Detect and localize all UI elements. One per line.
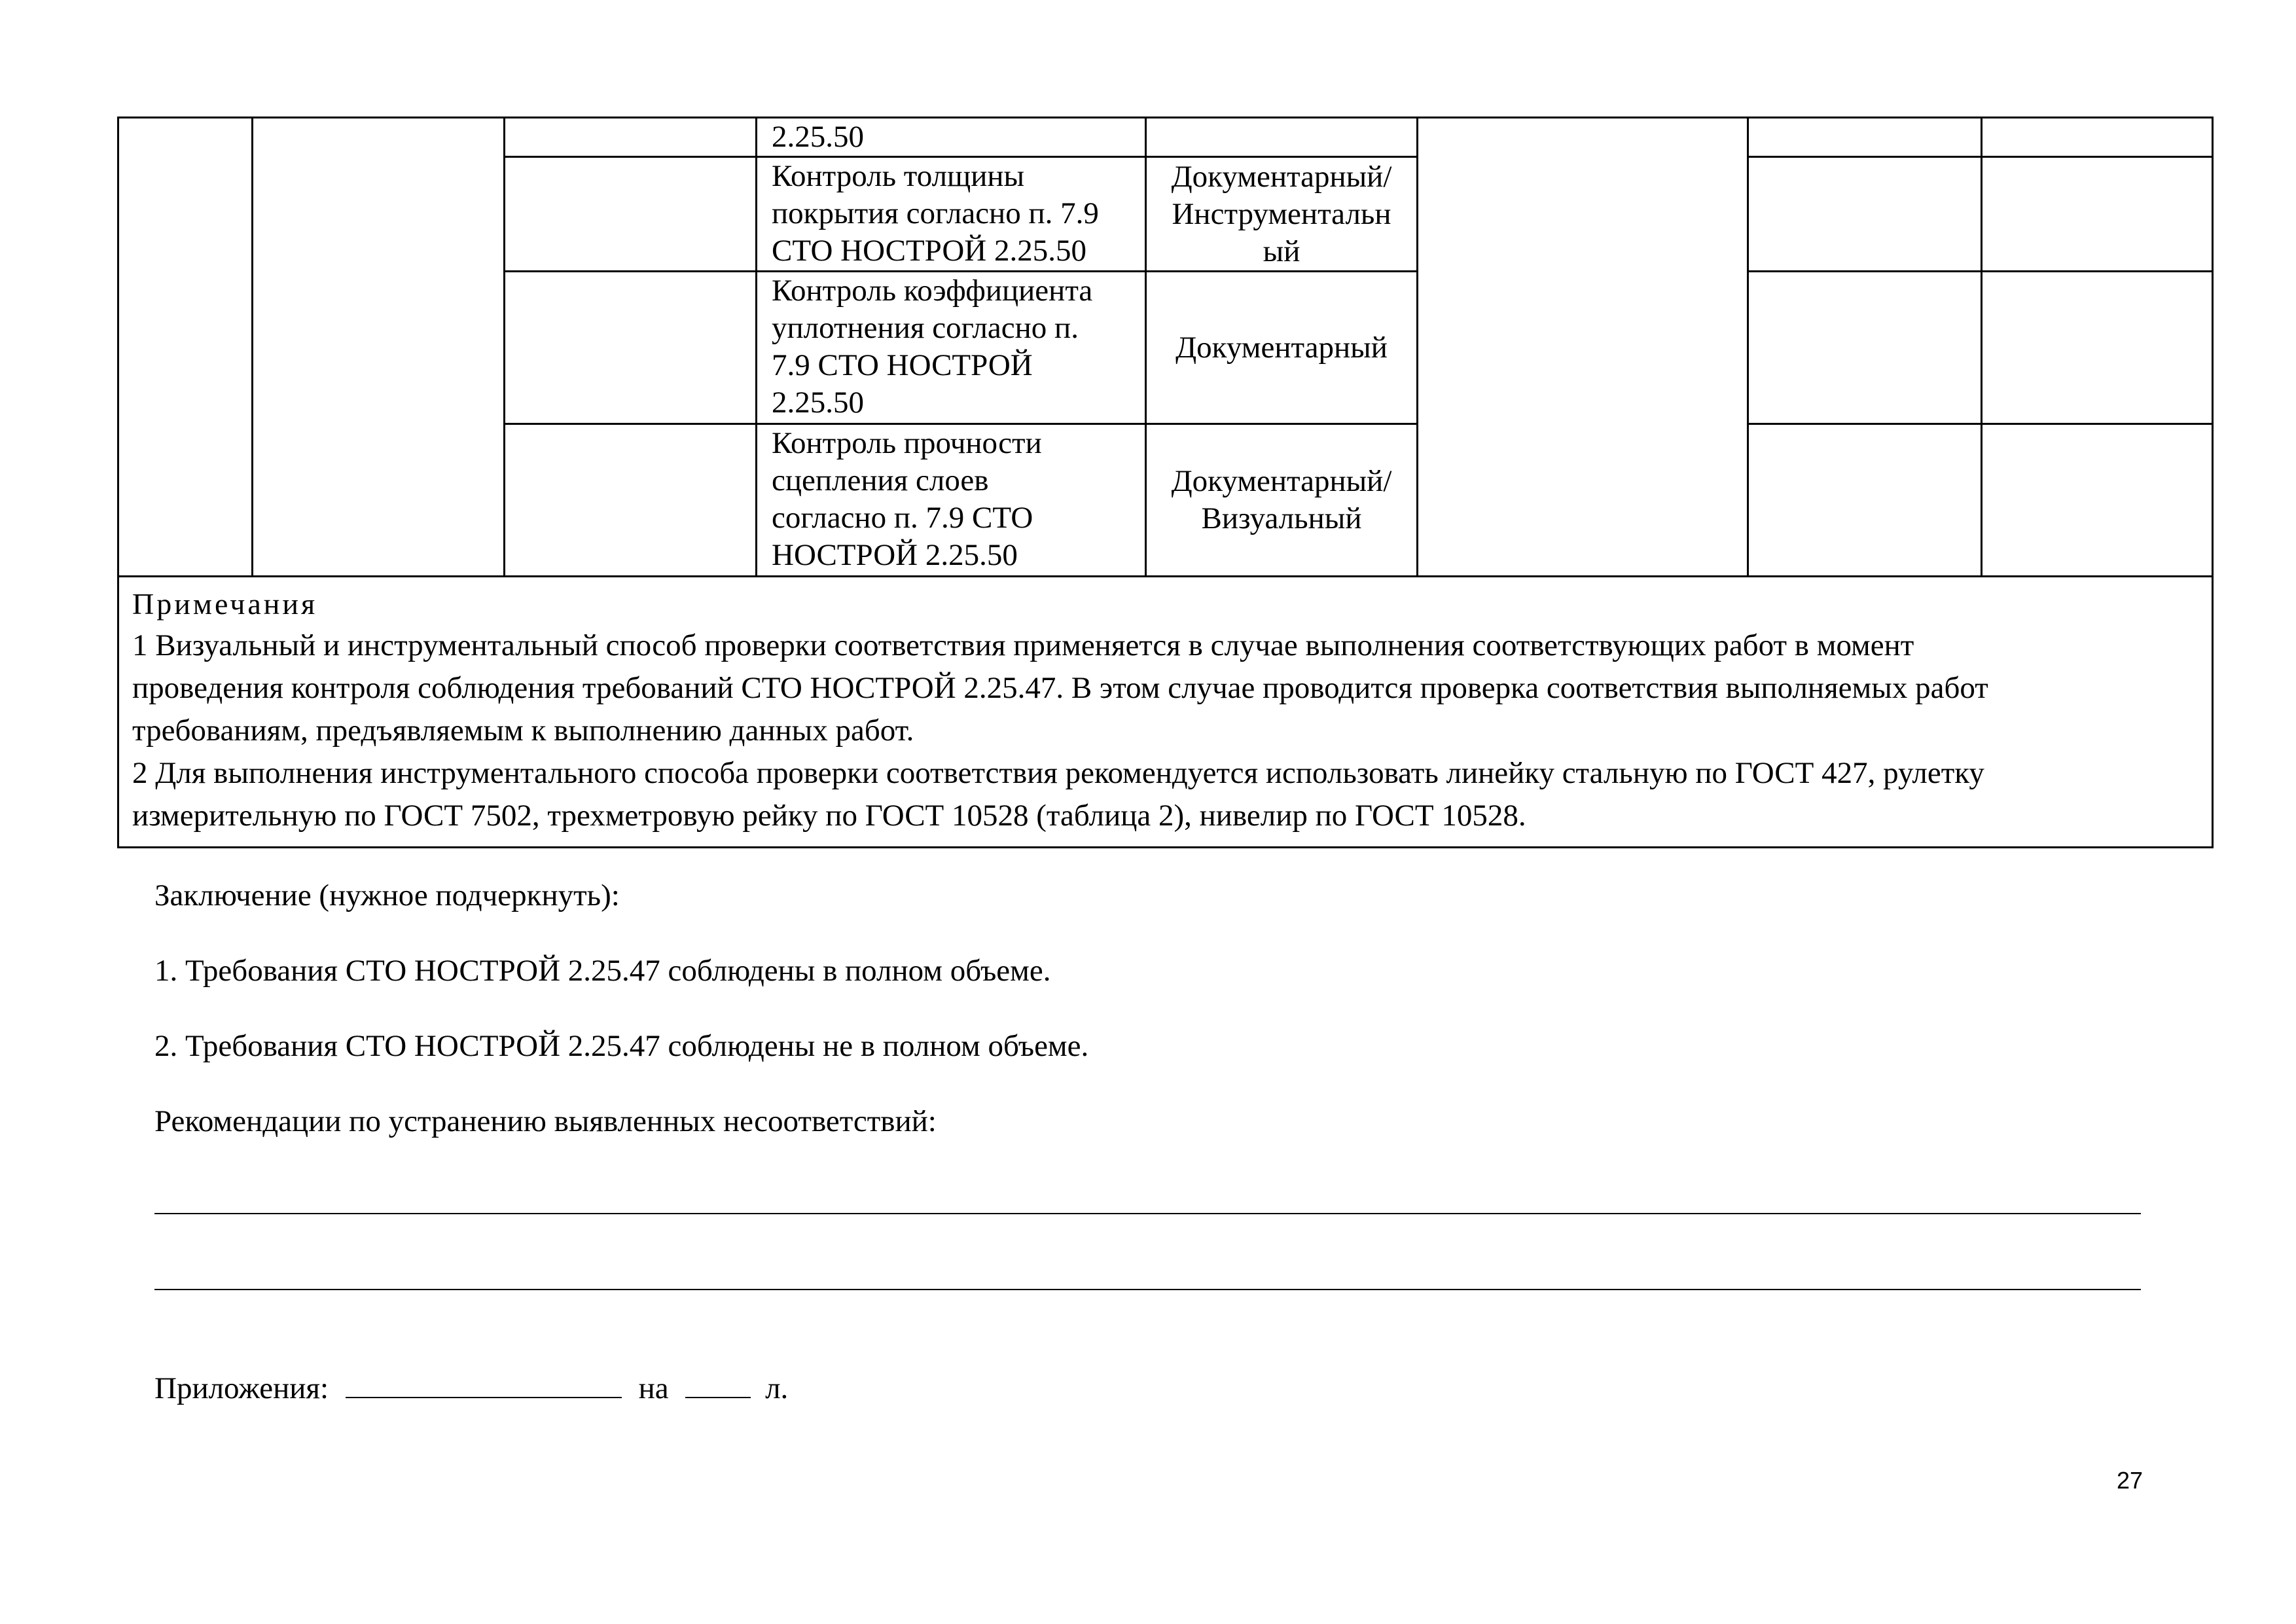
table-cell-method (757, 157, 1146, 272)
table-cell-method (757, 118, 1146, 157)
attachments-label: Приложения: (154, 1371, 329, 1405)
attachments-title-blank[interactable] (346, 1396, 622, 1398)
attachments-sheets-label: л. (765, 1371, 789, 1405)
conclusion-label: Заключение (нужное подчеркнуть): (154, 878, 620, 912)
notes-cell (118, 577, 2213, 848)
note-line: требованиям, предъявляемым к выполнению данных работ. (132, 713, 914, 748)
attachments-line (154, 1370, 788, 1407)
table-cell-check-type: Документарный (1146, 272, 1418, 424)
recommendations-line[interactable] (154, 1213, 2141, 1214)
method-line: покрытия согласно п. 7.9 (772, 196, 1099, 230)
method-line: сцепления слоев (772, 463, 989, 497)
attachments-sheets-blank[interactable] (685, 1396, 751, 1398)
table-cell-col3 (505, 424, 757, 577)
note-line: проведения контроля соблюдения требований СТО НОСТРОЙ 2.25.47. В этом случае проводится проверка соответствия выполняемых работ (132, 671, 1988, 705)
table-cell-col3 (505, 272, 757, 424)
table-cell-method (757, 424, 1146, 577)
recommendations-line[interactable] (154, 1289, 2141, 1290)
method-line: Контроль коэффициента (772, 274, 1093, 308)
control-table (117, 117, 2214, 848)
method-line: НОСТРОЙ 2.25.50 (772, 538, 1018, 572)
table-cell-col8 (1982, 272, 2213, 424)
page-number: 27 (2117, 1467, 2144, 1494)
method-line: Контроль прочности (772, 426, 1042, 460)
method-line: 2.25.50 (772, 120, 864, 154)
table-cell-check-type: Документарный/ Визуальный (1146, 424, 1418, 577)
table-cell-col2 (253, 118, 505, 577)
table-cell-col8 (1982, 157, 2213, 272)
conclusion-option-2[interactable]: 2. Требования СТО НОСТРОЙ 2.25.47 соблюдены не в полном объеме. (154, 1029, 1089, 1063)
table-cell-col7 (1748, 424, 1982, 577)
attachments-on-label: на (638, 1371, 669, 1405)
method-line: 7.9 СТО НОСТРОЙ (772, 348, 1033, 382)
table-row (118, 118, 2213, 157)
table-cell-col6 (1418, 118, 1748, 577)
table-cell-col3 (505, 157, 757, 272)
notes-row (118, 577, 2213, 848)
table-cell-check-type (1146, 118, 1418, 157)
note-line: 1 Визуальный и инструментальный способ проверки соответствия применяется в случае выполнения соответствующих работ в момент (132, 628, 1914, 662)
note-line: измерительную по ГОСТ 7502, трехметровую рейку по ГОСТ 10528 (таблица 2), нивелир по ГОСТ 10528. (132, 799, 1526, 833)
table-cell-col7 (1748, 272, 1982, 424)
table-cell-col1 (118, 118, 253, 577)
table-cell-col8 (1982, 424, 2213, 577)
method-line: СТО НОСТРОЙ 2.25.50 (772, 234, 1086, 268)
table-cell-col7 (1748, 118, 1982, 157)
note-line: 2 Для выполнения инструментального способа проверки соответствия рекомендуется использовать линейку стальную по ГОСТ 427, рулетку (132, 756, 1984, 790)
notes-title: Примечания (132, 587, 318, 621)
table-cell-col3 (505, 118, 757, 157)
method-line: Контроль толщины (772, 159, 1025, 193)
table-cell-check-type: Документарный/ Инструментальн ый (1146, 157, 1418, 272)
method-line: уплотнения согласно п. (772, 311, 1079, 345)
method-line: 2.25.50 (772, 386, 864, 420)
recommendations-label: Рекомендации по устранению выявленных несоответствий: (154, 1104, 937, 1138)
table-cell-col8 (1982, 118, 2213, 157)
method-line: согласно п. 7.9 СТО (772, 501, 1033, 535)
table-cell-col7 (1748, 157, 1982, 272)
table-cell-method (757, 272, 1146, 424)
conclusion-option-1[interactable]: 1. Требования СТО НОСТРОЙ 2.25.47 соблюдены в полном объеме. (154, 954, 1051, 988)
